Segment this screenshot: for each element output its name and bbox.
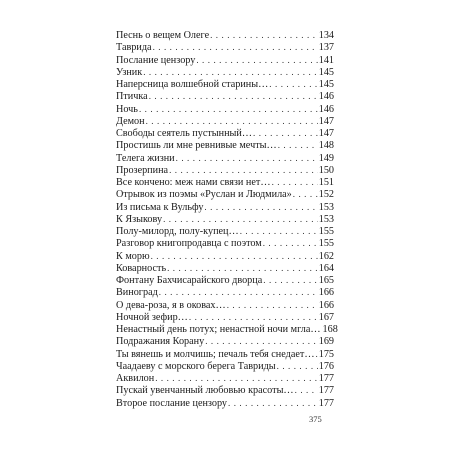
toc-entry-title: Ночь [116, 103, 138, 115]
toc-entry-title: Чаадаеву с морского берега Тавриды [116, 360, 276, 372]
toc-entry-page: 168 [322, 324, 338, 335]
toc-entry [116, 348, 334, 360]
dot-leader [263, 274, 317, 286]
dot-leader [155, 372, 318, 384]
toc-entry-title: Прозерпина [116, 164, 169, 176]
toc-entry-page: 147 [318, 115, 334, 127]
toc-entry-title: Из письма к Вульфу [116, 201, 204, 213]
toc-entry-page: 176 [318, 360, 334, 372]
dot-leader [210, 29, 318, 41]
dot-leader [316, 348, 318, 360]
dot-leader [253, 127, 318, 139]
toc-entry-title: Песнь о вещем Олеге [116, 30, 210, 41]
dot-leader [167, 262, 318, 274]
toc-entry [116, 201, 334, 213]
toc-entry [116, 127, 334, 139]
toc-entry [116, 29, 334, 41]
toc-entry-title: Послание цензору [116, 54, 196, 66]
toc-entry [116, 286, 334, 298]
dot-leader [169, 164, 318, 176]
toc-entry-title: Ты вянешь и молчишь; печаль тебя снедает… [116, 348, 315, 360]
toc-entry-page: 164 [318, 262, 334, 274]
toc-entry [116, 213, 334, 225]
dot-leader [149, 90, 318, 102]
toc-entry-title: Птичка [116, 91, 148, 103]
dot-leader [163, 213, 318, 225]
toc-entry-title: О дева-роза, я в оковах… [116, 299, 226, 311]
toc-entry-title: Ночной зефир… [116, 311, 188, 323]
dot-leader [269, 78, 317, 90]
toc-entry-title: Отрывок из поэмы «Руслан и Людмила» [116, 189, 292, 201]
toc-entry-title: Все кончено: меж нами связи нет… [116, 177, 271, 188]
toc-entry-page: 166 [318, 287, 334, 299]
toc-entry [116, 323, 338, 335]
toc-entry [116, 176, 334, 188]
toc-entry-title: К Языкову [116, 213, 163, 225]
dot-leader [159, 286, 318, 298]
toc-entry-title: Наперсница волшебной старины… [116, 79, 269, 90]
toc-entry-title: Аквилон [116, 373, 155, 384]
dot-leader [295, 384, 318, 396]
page-number: 375 [309, 414, 322, 424]
toc-entry-page: 153 [318, 213, 334, 225]
toc-entry [116, 54, 334, 66]
toc-entry [116, 78, 334, 90]
toc-entry-title: Таврида [116, 42, 152, 54]
toc-entry-title: Второе послание цензору [116, 397, 228, 409]
toc-entry-title: Узник [116, 66, 143, 78]
toc-entry [116, 335, 334, 347]
toc-entry [116, 103, 334, 115]
dot-leader [278, 139, 318, 151]
toc-entry-page: 134 [318, 30, 334, 41]
toc-entry-page: 153 [318, 201, 334, 213]
toc-entry-page: 162 [318, 250, 334, 262]
dot-leader [189, 311, 318, 323]
toc-entry [116, 139, 334, 151]
dot-leader [205, 335, 318, 347]
toc-entry-title: Телега жизни [116, 152, 175, 164]
dot-leader [139, 103, 318, 115]
toc-entry [116, 115, 334, 127]
dot-leader [293, 188, 318, 200]
toc-entry [116, 360, 334, 372]
toc-entry [116, 384, 334, 396]
toc-entry-page: 145 [318, 79, 334, 90]
toc-entry-page: 148 [318, 140, 334, 152]
toc-entry-title: Фонтану Бахчисарайского дворца [116, 275, 263, 286]
toc-entry-title: Полу-милорд, полу-купец… [116, 226, 239, 237]
toc-entry-page: 151 [318, 177, 334, 188]
toc-entry [116, 372, 334, 384]
toc-entry-page: 145 [318, 66, 334, 78]
dot-leader [272, 176, 318, 188]
toc-entry [116, 152, 334, 164]
toc-entry-title: Подражания Корану [116, 336, 205, 348]
toc-entry-page: 177 [318, 397, 334, 409]
toc-entry-page: 155 [318, 226, 334, 237]
dot-leader [227, 299, 318, 311]
toc-entry-page: 165 [318, 275, 334, 286]
dot-leader [228, 397, 318, 409]
dot-leader [143, 66, 318, 78]
toc-entry-page: 137 [318, 42, 334, 54]
dot-leader [146, 115, 318, 127]
toc-entry [116, 274, 334, 286]
dot-leader [240, 225, 318, 237]
toc-entry-title: Простишь ли мне ревнивые мечты… [116, 140, 277, 152]
toc-entry-page: 147 [318, 128, 334, 139]
toc-entry-page: 177 [318, 385, 334, 397]
toc-entry-title: Разговор книгопродавца с поэтом [116, 238, 262, 250]
toc-entry [116, 188, 334, 200]
toc-entry [116, 66, 334, 78]
toc-entry-title: Виноград [116, 287, 158, 299]
toc-entry-title: Демон [116, 115, 145, 127]
toc-entry-page: 141 [318, 54, 334, 66]
toc-entry-page: 155 [318, 238, 334, 250]
toc-entry-page: 166 [318, 299, 334, 311]
toc-entry-title: Ненастный день потух; ненастной ночи мгла… [116, 324, 321, 335]
toc-entry [116, 250, 334, 262]
table-of-contents [116, 29, 338, 409]
dot-leader [204, 201, 317, 213]
toc-entry-page: 150 [318, 164, 334, 176]
toc-entry-title: К морю [116, 250, 150, 262]
toc-entry [116, 299, 334, 311]
dot-leader [153, 41, 318, 53]
toc-entry [116, 397, 334, 409]
toc-entry [116, 164, 334, 176]
toc-entry [116, 237, 334, 249]
dot-leader [151, 250, 318, 262]
toc-entry-page: 152 [318, 189, 334, 201]
toc-entry-page: 146 [318, 91, 334, 103]
toc-entry-page: 149 [318, 152, 334, 164]
toc-entry [116, 262, 334, 274]
toc-entry-page: 177 [318, 373, 334, 384]
toc-entry-page: 167 [318, 311, 334, 323]
dot-leader [263, 237, 318, 249]
toc-entry-title: Свободы сеятель пустынный… [116, 128, 253, 139]
toc-entry-title: Коварность [116, 262, 167, 274]
toc-entry [116, 41, 334, 53]
toc-entry [116, 90, 334, 102]
toc-entry-page: 146 [318, 103, 334, 115]
toc-entry-page: 169 [318, 336, 334, 348]
toc-entry-title: Пускай увенчанный любовью красоты… [116, 385, 294, 397]
dot-leader [196, 54, 317, 66]
dot-leader [277, 360, 318, 372]
toc-entry [116, 225, 334, 237]
toc-entry-page: 175 [318, 348, 334, 360]
toc-entry [116, 311, 334, 323]
dot-leader [176, 152, 318, 164]
